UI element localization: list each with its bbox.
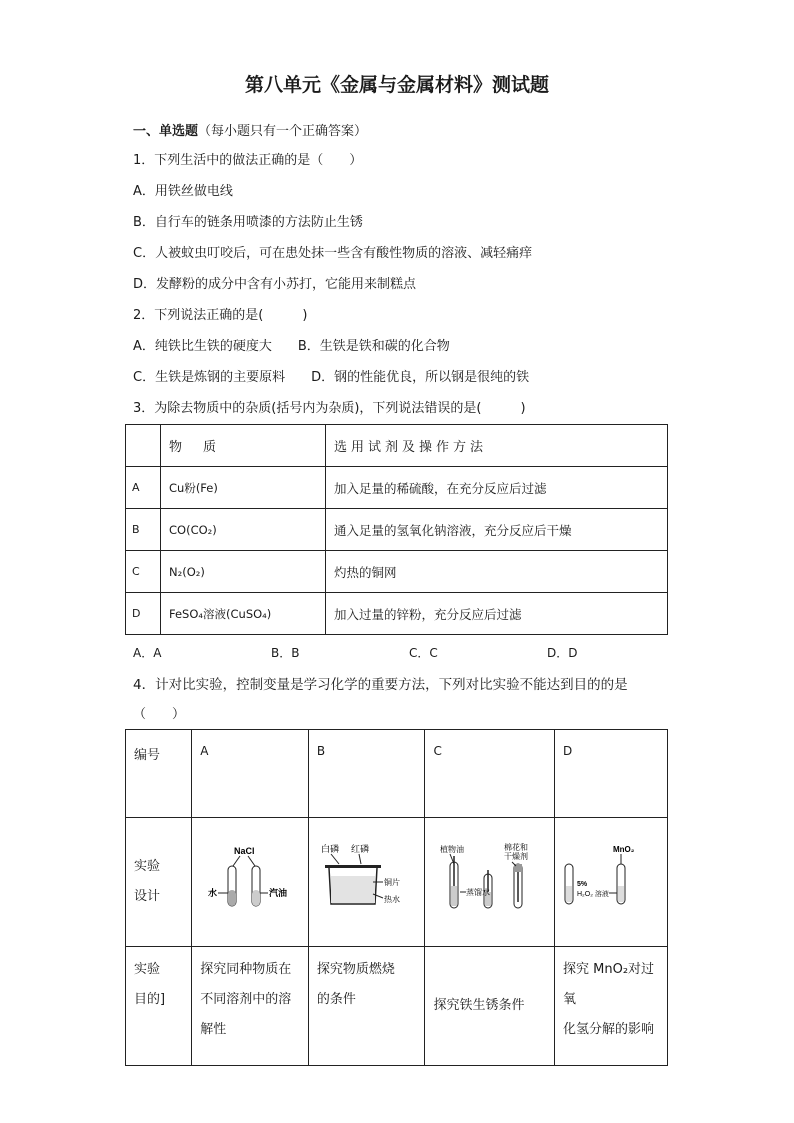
q1-option-c: C．人被蚊虫叮咬后，可在患处抹一些含有酸性物质的溶液、减轻痛痒 [133, 246, 533, 261]
q4-table [125, 729, 668, 1066]
diagram-a [200, 842, 300, 922]
nacl-label: NaCl [234, 846, 255, 856]
q1-option-b: B．自行车的链条用喷漆的方法防止生锈 [133, 215, 363, 230]
hot-water [331, 876, 375, 903]
oil-label: 植物油 [439, 845, 464, 854]
q4-stem-cont: （ ） [133, 707, 186, 722]
header-substance: 物 质 [161, 425, 326, 467]
header-method: 选用试剂及操作方法 [326, 425, 668, 467]
diagram-c-cell [425, 818, 555, 947]
table-row [126, 551, 668, 593]
q3-answer-c: C．C [409, 646, 438, 660]
tube-water-liquid [228, 890, 236, 906]
row-label: A [126, 467, 161, 509]
purpose-a: 探究同种物质在 不同溶剂中的溶 解性 [192, 947, 309, 1066]
purpose-b: 探究物质燃烧 的条件 [308, 947, 425, 1066]
row-substance: Cu粉(Fe) [161, 467, 326, 509]
col-c: C [425, 730, 555, 818]
section-title: 一、单选题 [133, 124, 199, 139]
tube-right-liquid [618, 886, 624, 902]
table-row [126, 593, 668, 635]
tube-left-liquid [566, 886, 572, 902]
tube-oil-liquid [252, 890, 260, 906]
q3-stem: 3．为除去物质中的杂质(括号内为杂质)，下列说法错误的是( ) [133, 401, 526, 416]
row-label: 编号 [126, 730, 192, 818]
h2o2-label: H₂O₂ 溶液 [577, 891, 609, 898]
col-b: B [308, 730, 425, 818]
row-label: B [126, 509, 161, 551]
q3-answer-d: D．D [547, 646, 578, 660]
table-row [126, 467, 668, 509]
row-method: 灼热的铜网 [326, 551, 668, 593]
row-label: C [126, 551, 161, 593]
table-row [126, 509, 668, 551]
white-p-pointer [331, 854, 339, 864]
water-label: 水 [208, 888, 218, 898]
row-label: 实验 目的] [126, 947, 192, 1066]
diagram-a-cell [192, 818, 309, 947]
arrow-left [233, 856, 240, 866]
q1-option-d: D．发酵粉的成分中含有小苏打，它能用来制糕点 [133, 277, 417, 292]
section-heading [133, 123, 367, 141]
q2-options-row1: A．纯铁比生铁的硬度大 B．生铁是铁和碳的化合物 [133, 339, 450, 354]
q3-table [125, 424, 668, 635]
cotton-label-2: 干燥剂 [503, 852, 528, 861]
white-p-label: 白磷 [320, 844, 339, 854]
red-p-label: 红磷 [350, 844, 369, 854]
row-method: 加入足量的稀硫酸，在充分反应后过滤 [326, 467, 668, 509]
diagram-b [317, 842, 417, 922]
water-label: 蒸馏水 [465, 888, 490, 897]
hot-water-label: 热水 [383, 895, 400, 904]
cotton-label-1: 棉花和 [503, 843, 528, 852]
arrow-right [248, 856, 255, 866]
diagram-c [434, 842, 546, 922]
row-label: 实验 设计 [126, 818, 192, 947]
q1-option-a: A．用铁丝做电线 [133, 184, 233, 199]
row-label: D [126, 593, 161, 635]
q4-row-id [126, 730, 668, 818]
copper-plate [325, 865, 381, 868]
page-title: 第八单元《金属与金属材料》测试题 [244, 74, 549, 96]
mno2-label: MnO₂ [613, 845, 635, 854]
percent-label: 5% [577, 881, 588, 888]
oil-label: 汽油 [269, 888, 288, 898]
q3-answer-b: B．B [271, 646, 300, 660]
q3-table-header [126, 425, 668, 467]
tube-oil-liquid [451, 886, 457, 906]
row-method: 通入足量的氢氧化钠溶液，充分反应后干燥 [326, 509, 668, 551]
purpose-d: 探究 MnO₂对过氧 化氢分解的影响 [555, 947, 668, 1066]
q4-stem: 4．计对比实验，控制变量是学习化学的重要方法，下列对比实验不能达到目的的是 [133, 677, 628, 693]
col-d: D [555, 730, 668, 818]
diagram-b-cell [308, 818, 425, 947]
row-method: 加入过量的锌粉，充分反应后过滤 [326, 593, 668, 635]
col-a: A [192, 730, 309, 818]
plate-label: 铜片 [383, 878, 400, 887]
row-substance: CO(CO₂) [161, 509, 326, 551]
q1-stem: 1．下列生活中的做法正确的是（ ） [133, 153, 363, 168]
q2-options-row2: C．生铁是炼钢的主要原料 D．钢的性能优良，所以钢是很纯的铁 [133, 370, 530, 385]
q4-row-purpose [126, 947, 668, 1066]
red-p-pointer [359, 854, 361, 864]
row-substance: FeSO₄溶液(CuSO₄) [161, 593, 326, 635]
diagram-d-cell [555, 818, 668, 947]
q4-row-design [126, 818, 668, 947]
diagram-d [555, 842, 667, 922]
q3-answer-a: A．A [133, 646, 162, 660]
purpose-c: 探究铁生锈条件 [425, 947, 555, 1066]
section-note: （每小题只有一个正确答案） [198, 124, 368, 139]
q2-stem: 2．下列说法正确的是( ) [133, 308, 308, 323]
row-substance: N₂(O₂) [161, 551, 326, 593]
